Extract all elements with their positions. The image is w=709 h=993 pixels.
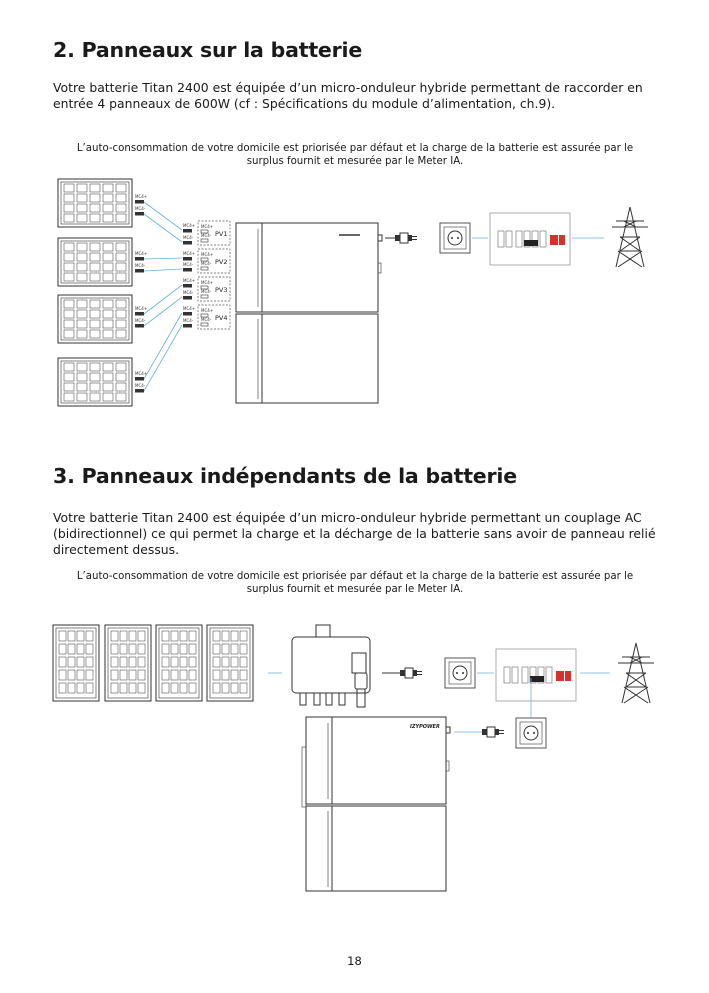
solar-panel	[105, 625, 151, 701]
solar-panel	[58, 295, 132, 343]
brand-logo: IZYPOWER	[410, 724, 440, 730]
pv-label: PV3	[215, 286, 228, 294]
connector-label: MC4-	[135, 383, 146, 388]
solar-panel	[58, 358, 132, 406]
connector-label: MC4+	[183, 278, 196, 283]
section2-title: 2. Panneaux sur la batterie	[53, 38, 363, 62]
connector-label: MC4+	[183, 306, 196, 311]
solar-panel	[58, 238, 132, 286]
pv-label: PV2	[215, 258, 228, 266]
connector-label: MC4+	[201, 308, 214, 313]
connector-label: MC4+	[201, 252, 214, 257]
connector-label: MC4-	[135, 318, 146, 323]
section3-title: 3. Panneaux indépendants de la batterie	[53, 464, 517, 488]
solar-panel	[53, 625, 99, 701]
solar-panel	[156, 625, 202, 701]
battery-unit	[302, 717, 450, 891]
wall-socket-icon	[445, 658, 475, 688]
solar-panel	[207, 625, 253, 701]
pv-label: PV4	[215, 314, 228, 322]
connector-label: MC4-	[201, 317, 212, 322]
breaker-panel-icon	[490, 213, 570, 265]
breaker-panel-icon	[496, 649, 576, 701]
section2-note: L’auto-consommation de votre domicile est priorisée par défaut et la charge de la batterie est assurée par le surplus fournit et mesurée par le Meter IA.	[76, 143, 634, 167]
plug-icon	[400, 668, 422, 678]
connector-label: MC4-	[183, 290, 194, 295]
plug-icon	[395, 233, 417, 243]
connector-label: MC4+	[135, 194, 148, 199]
section2-body: Votre batterie Titan 2400 est équipée d’un micro-onduleur hybride permettant de raccorder en entrée 4 panneaux de 600W (cf : Spécifications du module d’alimentation, ch.9).	[53, 80, 643, 111]
connector-label: MC4+	[135, 306, 148, 311]
connector-label: MC4-	[201, 289, 212, 294]
connector-label: MC4-	[201, 261, 212, 266]
connector-label: MC4-	[135, 263, 146, 268]
connector-label: MC4-	[201, 233, 212, 238]
connector-label: MC4-	[183, 318, 194, 323]
connector-label: MC4+	[135, 371, 148, 376]
connector-label: MC4+	[201, 280, 214, 285]
pv-label: PV1	[215, 230, 228, 238]
micro-inverter-icon	[292, 625, 370, 707]
power-pylon-icon	[618, 643, 654, 703]
section3-note: L’auto-consommation de votre domicile est priorisée par défaut et la charge de la batterie est assurée par le surplus fournit et mesurée par le Meter IA.	[76, 571, 634, 595]
page-number: 18	[347, 954, 362, 968]
power-pylon-icon	[612, 207, 648, 267]
connector-label: MC4+	[135, 251, 148, 256]
connector-label: MC4+	[183, 223, 196, 228]
connector-label: MC4-	[183, 235, 194, 240]
wall-socket-icon	[440, 223, 470, 253]
section3-body: Votre batterie Titan 2400 est équipée d’un micro-onduleur hybride permettant un couplage AC (bidirectionnel) ce qui permet la charge et la décharge de la batterie sans avoir de panneau relié directement dessus.	[53, 510, 656, 557]
connector-label: MC4-	[135, 206, 146, 211]
solar-panel	[58, 179, 132, 227]
plug-icon	[482, 727, 504, 737]
diagram-independent-panels	[0, 615, 709, 895]
diagram-panels-on-battery	[0, 175, 709, 410]
battery-unit	[236, 223, 382, 403]
connector-label: MC4-	[183, 262, 194, 267]
connector-label: MC4+	[183, 251, 196, 256]
connector-label: MC4+	[201, 224, 214, 229]
wall-socket-icon	[516, 718, 546, 748]
